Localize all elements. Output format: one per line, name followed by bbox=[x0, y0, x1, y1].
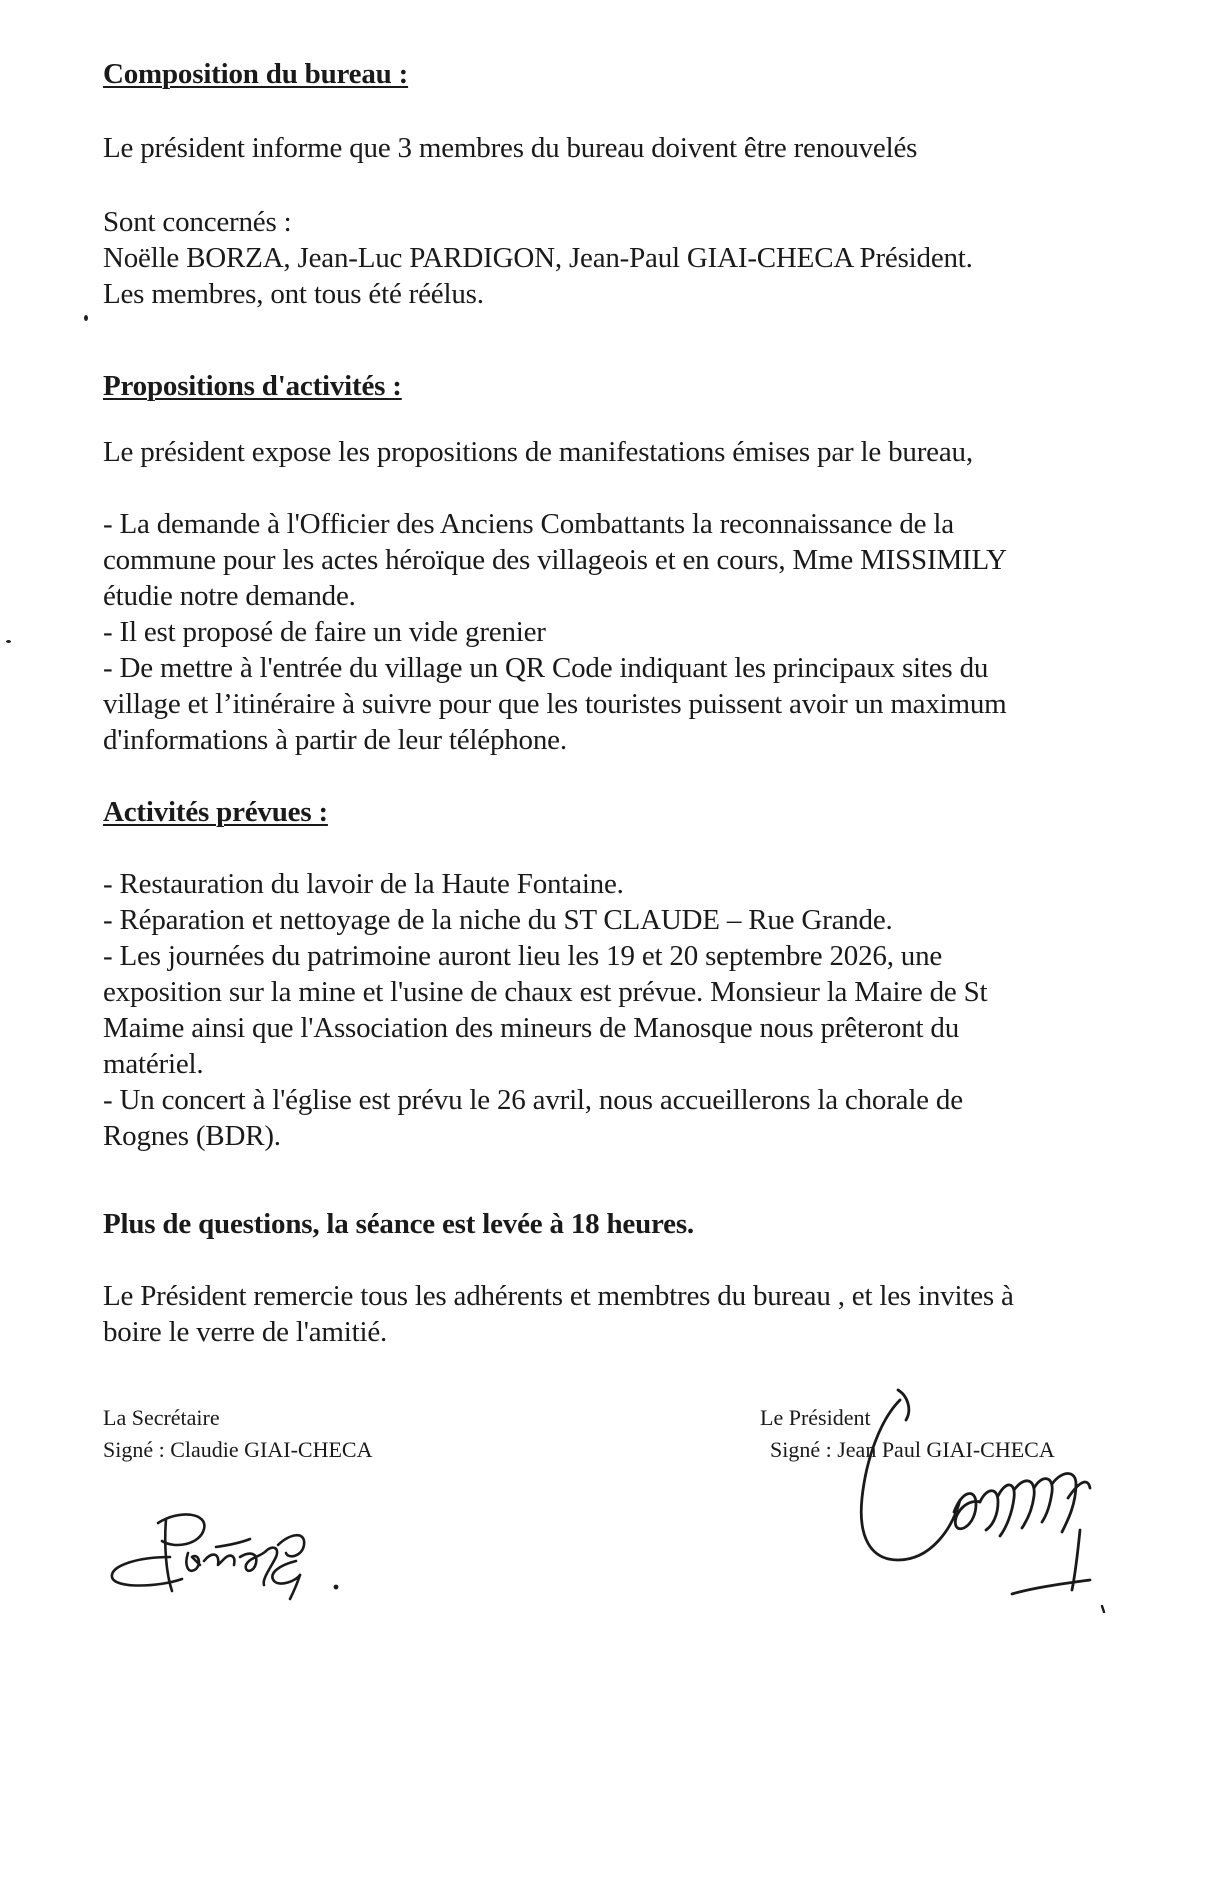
bureau-intro: Le président informe que 3 membres du bureau doivent être renouvelés bbox=[103, 132, 918, 164]
closing-thanks-line1: Le Président remercie tous les adhérents et membtres du bureau , et les invites à bbox=[103, 1280, 1014, 1312]
secretary-title: La Secrétaire bbox=[103, 1405, 220, 1430]
propositions-line: - La demande à l'Officier des Anciens Combattants la reconnaissance de la bbox=[103, 508, 954, 540]
planned-line: Rognes (BDR). bbox=[103, 1120, 281, 1152]
propositions-line: - Il est proposé de faire un vide grenier bbox=[103, 616, 546, 648]
propositions-intro: Le président expose les propositions de manifestations émises par le bureau, bbox=[103, 436, 973, 468]
propositions-line: commune pour les actes héroïque des villageois et en cours, Mme MISSIMILY bbox=[103, 544, 1007, 576]
scan-speck bbox=[6, 640, 11, 643]
closing-thanks-line2: boire le verre de l'amitié. bbox=[103, 1316, 388, 1348]
heading-propositions: Propositions d'activités : bbox=[103, 370, 402, 402]
planned-line: - Restauration du lavoir de la Haute Fontaine. bbox=[103, 868, 624, 900]
planned-line: matériel. bbox=[103, 1048, 204, 1080]
president-title: Le Président bbox=[760, 1405, 871, 1430]
planned-line: - Réparation et nettoyage de la niche du ST CLAUDE – Rue Grande. bbox=[103, 904, 893, 936]
heading-composition-bureau: Composition du bureau : bbox=[103, 58, 409, 90]
propositions-line: d'informations à partir de leur téléphone. bbox=[103, 724, 567, 756]
secretary-signature bbox=[100, 1495, 360, 1605]
bureau-result: Les membres, ont tous été réélus. bbox=[103, 278, 484, 310]
propositions-line: étudie notre demande. bbox=[103, 580, 356, 612]
president-signed: Signé : Jean Paul GIAI-CHECA bbox=[770, 1437, 1055, 1462]
bureau-concerned-label: Sont concernés : bbox=[103, 206, 292, 238]
planned-line: Maime ainsi que l'Association des mineurs de Manosque nous prêteront du bbox=[103, 1012, 960, 1044]
propositions-line: - De mettre à l'entrée du village un QR Code indiquant les principaux sites du bbox=[103, 652, 989, 684]
heading-activites-prevues: Activités prévues : bbox=[103, 796, 328, 828]
propositions-line: village et l’itinéraire à suivre pour que les touristes puissent avoir un maximum bbox=[103, 688, 1007, 720]
planned-line: exposition sur la mine et l'usine de chaux est prévue. Monsieur la Maire de St bbox=[103, 976, 988, 1008]
planned-line: - Un concert à l'église est prévu le 26 avril, nous accueillerons la chorale de bbox=[103, 1084, 963, 1116]
scan-speck bbox=[84, 315, 88, 321]
bureau-concerned-names: Noëlle BORZA, Jean-Luc PARDIGON, Jean-Paul GIAI-CHECA Président. bbox=[103, 242, 973, 274]
planned-line: - Les journées du patrimoine auront lieu les 19 et 20 septembre 2026, une bbox=[103, 940, 943, 972]
closing-statement: Plus de questions, la séance est levée à 18 heures. bbox=[103, 1208, 694, 1240]
secretary-signed: Signé : Claudie GIAI-CHECA bbox=[103, 1437, 373, 1462]
